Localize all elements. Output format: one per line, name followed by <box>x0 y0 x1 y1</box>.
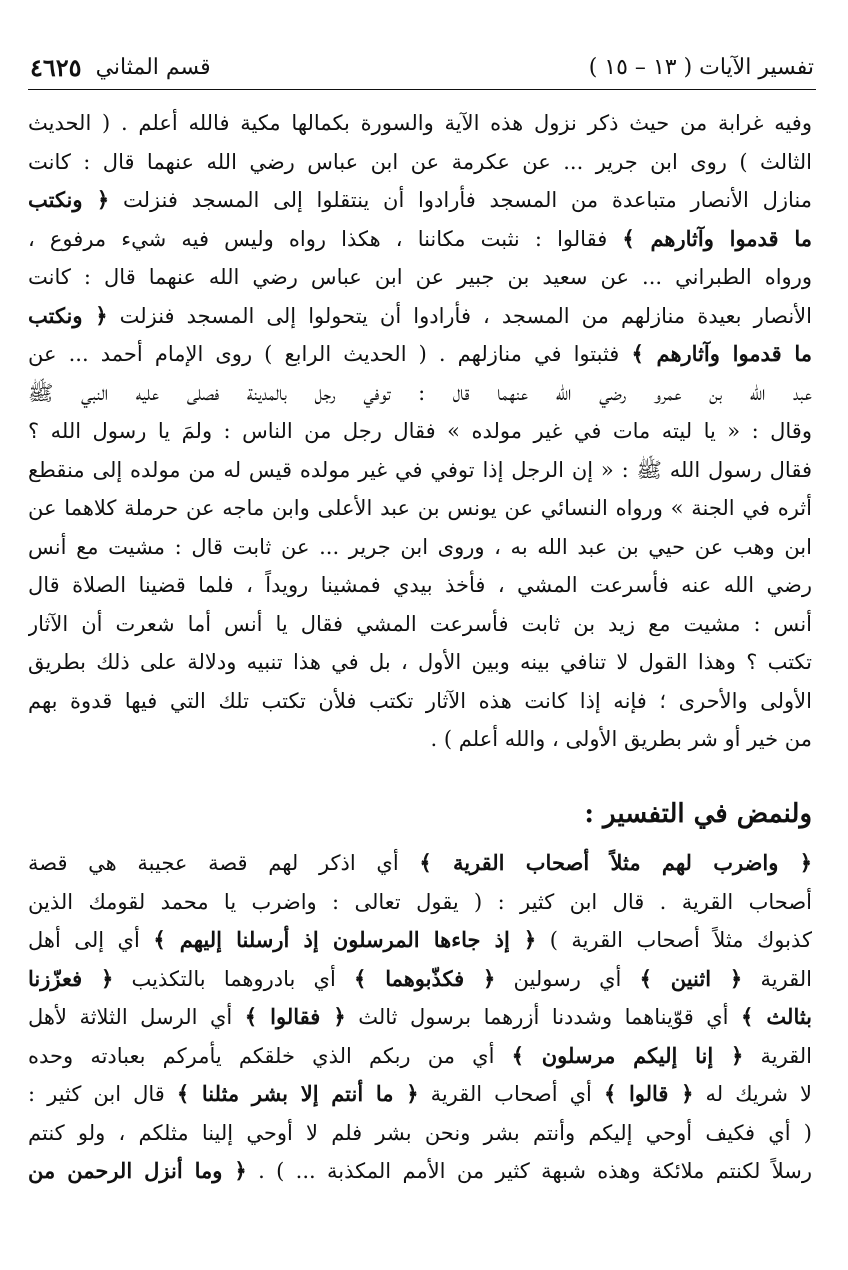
text-line <box>28 720 812 759</box>
text-run: أثره في الجنة » ورواه النسائي عن يونس بن عبد الأعلى وابن ماجه عن حرملة كلاهما عن <box>28 496 812 520</box>
text-line <box>28 1075 812 1114</box>
text-line <box>28 181 812 220</box>
quran-quote: ﴿ فكذّبوهما ﴾ <box>354 965 496 991</box>
text-line <box>28 1114 812 1153</box>
text-run: أي اذكر لهم قصة عجيبة هي قصة <box>28 851 420 875</box>
running-header <box>30 50 814 84</box>
header-left-group <box>30 53 211 82</box>
quran-quote: ﴿ إذ جاءها المرسلون إذ أرسلنا إليهم ﴾ <box>153 927 537 952</box>
text-run: وفيه غرابة من حيث ذكر نزول هذه الآية والسورة بكمالها مكية فالله أعلم . ( الحديث <box>28 111 812 135</box>
quran-quote: ﴿ قالوا ﴾ <box>603 1081 694 1106</box>
quran-quote: ﴿ ونكتب <box>28 302 108 328</box>
text-line <box>28 528 812 567</box>
text-line <box>28 605 812 644</box>
quran-quote: ما قدموا وآثارهم ﴾ <box>631 341 812 366</box>
quran-quote: ﴿ ونكتب <box>28 187 110 212</box>
page-number: ٤٦٢٥ <box>30 52 82 82</box>
text-line <box>28 844 812 883</box>
text-run: أي أصحاب القرية <box>418 1082 604 1106</box>
body-text-block-2 <box>28 844 812 1191</box>
quran-quote: ﴿ وما أنزل الرحمن من <box>28 1158 247 1183</box>
text-run: ابن وهب عن حيي بن عبد الله به ، وروى ابن جرير ... عن ثابت قال : مشيت مع أنس <box>28 534 812 559</box>
text-line <box>28 220 812 259</box>
text-line <box>28 335 812 374</box>
text-run: أي بادروهما بالتكذيب <box>113 966 355 991</box>
text-line <box>28 960 812 999</box>
text-run: رسلاً لكنتم ملائكة وهذه شبهة كثير من الأمم المكذبة ... ) . <box>246 1159 812 1183</box>
text-run: أي إلى أهل <box>28 928 154 952</box>
text-line <box>28 566 812 605</box>
text-run: تكتب ؟ وهذا القول لا تنافي بينه وبين الأول ، بل في هذا تنبيه ودلالة على ذلك بطريق <box>28 650 812 674</box>
text-run: فقال رسول الله ﷺ : « إن الرجل إذا توفي في غير مولده قيس له من مولده إلى منقطع <box>28 457 812 482</box>
text-run: ورواه الطبراني ... عن سعيد بن جبير عن ابن عباس رضي الله عنهما قال : كانت <box>28 265 812 289</box>
text-run: رضي الله عنه فأسرعت المشي ، فأخذ بيدي فمشينا رويداً ، فلما قضينا الصلاة قال <box>28 573 812 597</box>
quran-quote: ﴿ واضرب لهم مثلاً أصحاب القرية ﴾ <box>419 850 812 875</box>
text-line <box>28 998 812 1037</box>
text-line <box>28 921 812 960</box>
text-run: الثالث ) روى ابن جرير ... عن عكرمة عن ابن عباس رضي الله عنهما قال : كانت <box>28 149 812 174</box>
header-rule <box>28 89 816 90</box>
header-section-title: تفسير الآيات ( ١٣ – ١٥ ) <box>588 54 814 80</box>
text-run: منازل الأنصار متباعدة من المسجد فأرادوا أن ينتقلوا إلى المسجد فنزلت <box>109 188 812 212</box>
text-run: أنس : مشيت مع زيد بن ثابت فأسرعت المشي فقال يا أنس أما شعرت أن الآثار <box>28 611 812 636</box>
text-run: فقالوا : نثبت مكاننا ، هكذا رواه وليس فيه شيء مرفوع ، <box>28 226 623 251</box>
text-run: القرية <box>743 1043 812 1068</box>
text-line <box>28 258 812 297</box>
text-run: أصحاب القرية . قال ابن كثير : ( يقول تعالى : واضرب يا محمد لقومك الذين <box>28 889 812 914</box>
text-run: أي رسولين <box>495 966 640 991</box>
text-run: القرية <box>742 966 812 991</box>
text-run: الأنصار بعيدة منازلهم من المسجد ، فأرادوا أن يتحولوا إلى المسجد فنزلت <box>107 303 812 328</box>
quran-quote: ﴿ فعزّزنا <box>28 965 114 991</box>
text-run: من خير أو شر بطريق الأولى ، والله أعلم ) . <box>430 727 812 751</box>
text-run: لا شريك له <box>693 1082 812 1106</box>
text-line <box>28 489 812 528</box>
text-line <box>28 1037 812 1076</box>
text-run: فثبتوا في منازلهم . ( الحديث الرابع ) روى الإمام أحمد ... عن <box>28 342 632 366</box>
text-run: كذبوك مثلاً أصحاب القرية ) <box>536 928 812 952</box>
quran-quote: ما قدموا وآثارهم ﴾ <box>622 225 812 251</box>
text-line <box>28 412 812 451</box>
text-run: وقال : « يا ليته مات في غير مولده » فقال رجل من الناس : ولمَ يا رسول الله ؟ <box>28 419 812 443</box>
text-line <box>28 1152 812 1191</box>
text-run: قال ابن كثير : <box>28 1082 177 1106</box>
text-run: أي قوّيناهما وشددنا أزرهما برسول ثالث <box>345 1005 741 1029</box>
quran-quote: بثالث ﴾ <box>741 1004 812 1029</box>
text-run: الأولى والأحرى ؛ فإنه إذا كانت هذه الآثار تكتب فلأن تكتب تلك التي فيها قدوة بهم <box>28 688 812 713</box>
text-line <box>28 643 812 682</box>
text-line <box>28 451 812 490</box>
quran-quote: ﴿ ما أنتم إلا بشر مثلنا ﴾ <box>176 1081 419 1106</box>
text-line <box>28 374 812 413</box>
body-text-block-1 <box>28 104 812 759</box>
section-heading: ولنمض في التفسير : <box>584 799 812 829</box>
quran-quote: ﴿ اثنين ﴾ <box>639 965 743 991</box>
quran-quote: ﴿ فقالوا ﴾ <box>244 1004 346 1029</box>
text-run: أي من ربكم الذي خلقكم يأمركم بعبادته وحده <box>28 1043 512 1068</box>
text-line <box>28 297 812 336</box>
text-line <box>28 143 812 182</box>
text-run: أي الرسل الثلاثة لأهل <box>28 1005 245 1029</box>
text-line <box>28 883 812 922</box>
text-run: ( أي فكيف أوحي إليكم وأنتم بشر ونحن بشر فلم لا أوحي إلينا مثلكم ، ولو كنتم <box>28 1120 812 1145</box>
quran-quote: ﴿ إنا إليكم مرسلون ﴾ <box>511 1042 744 1068</box>
text-line <box>28 682 812 721</box>
part-name: قسم المثاني <box>95 54 211 80</box>
text-run: عبد الله بن عمرو رضي الله عنهما قال : توفي رجل بالمدينة فصلى عليه النبي ﷺ <box>28 380 812 405</box>
text-line <box>28 104 812 143</box>
